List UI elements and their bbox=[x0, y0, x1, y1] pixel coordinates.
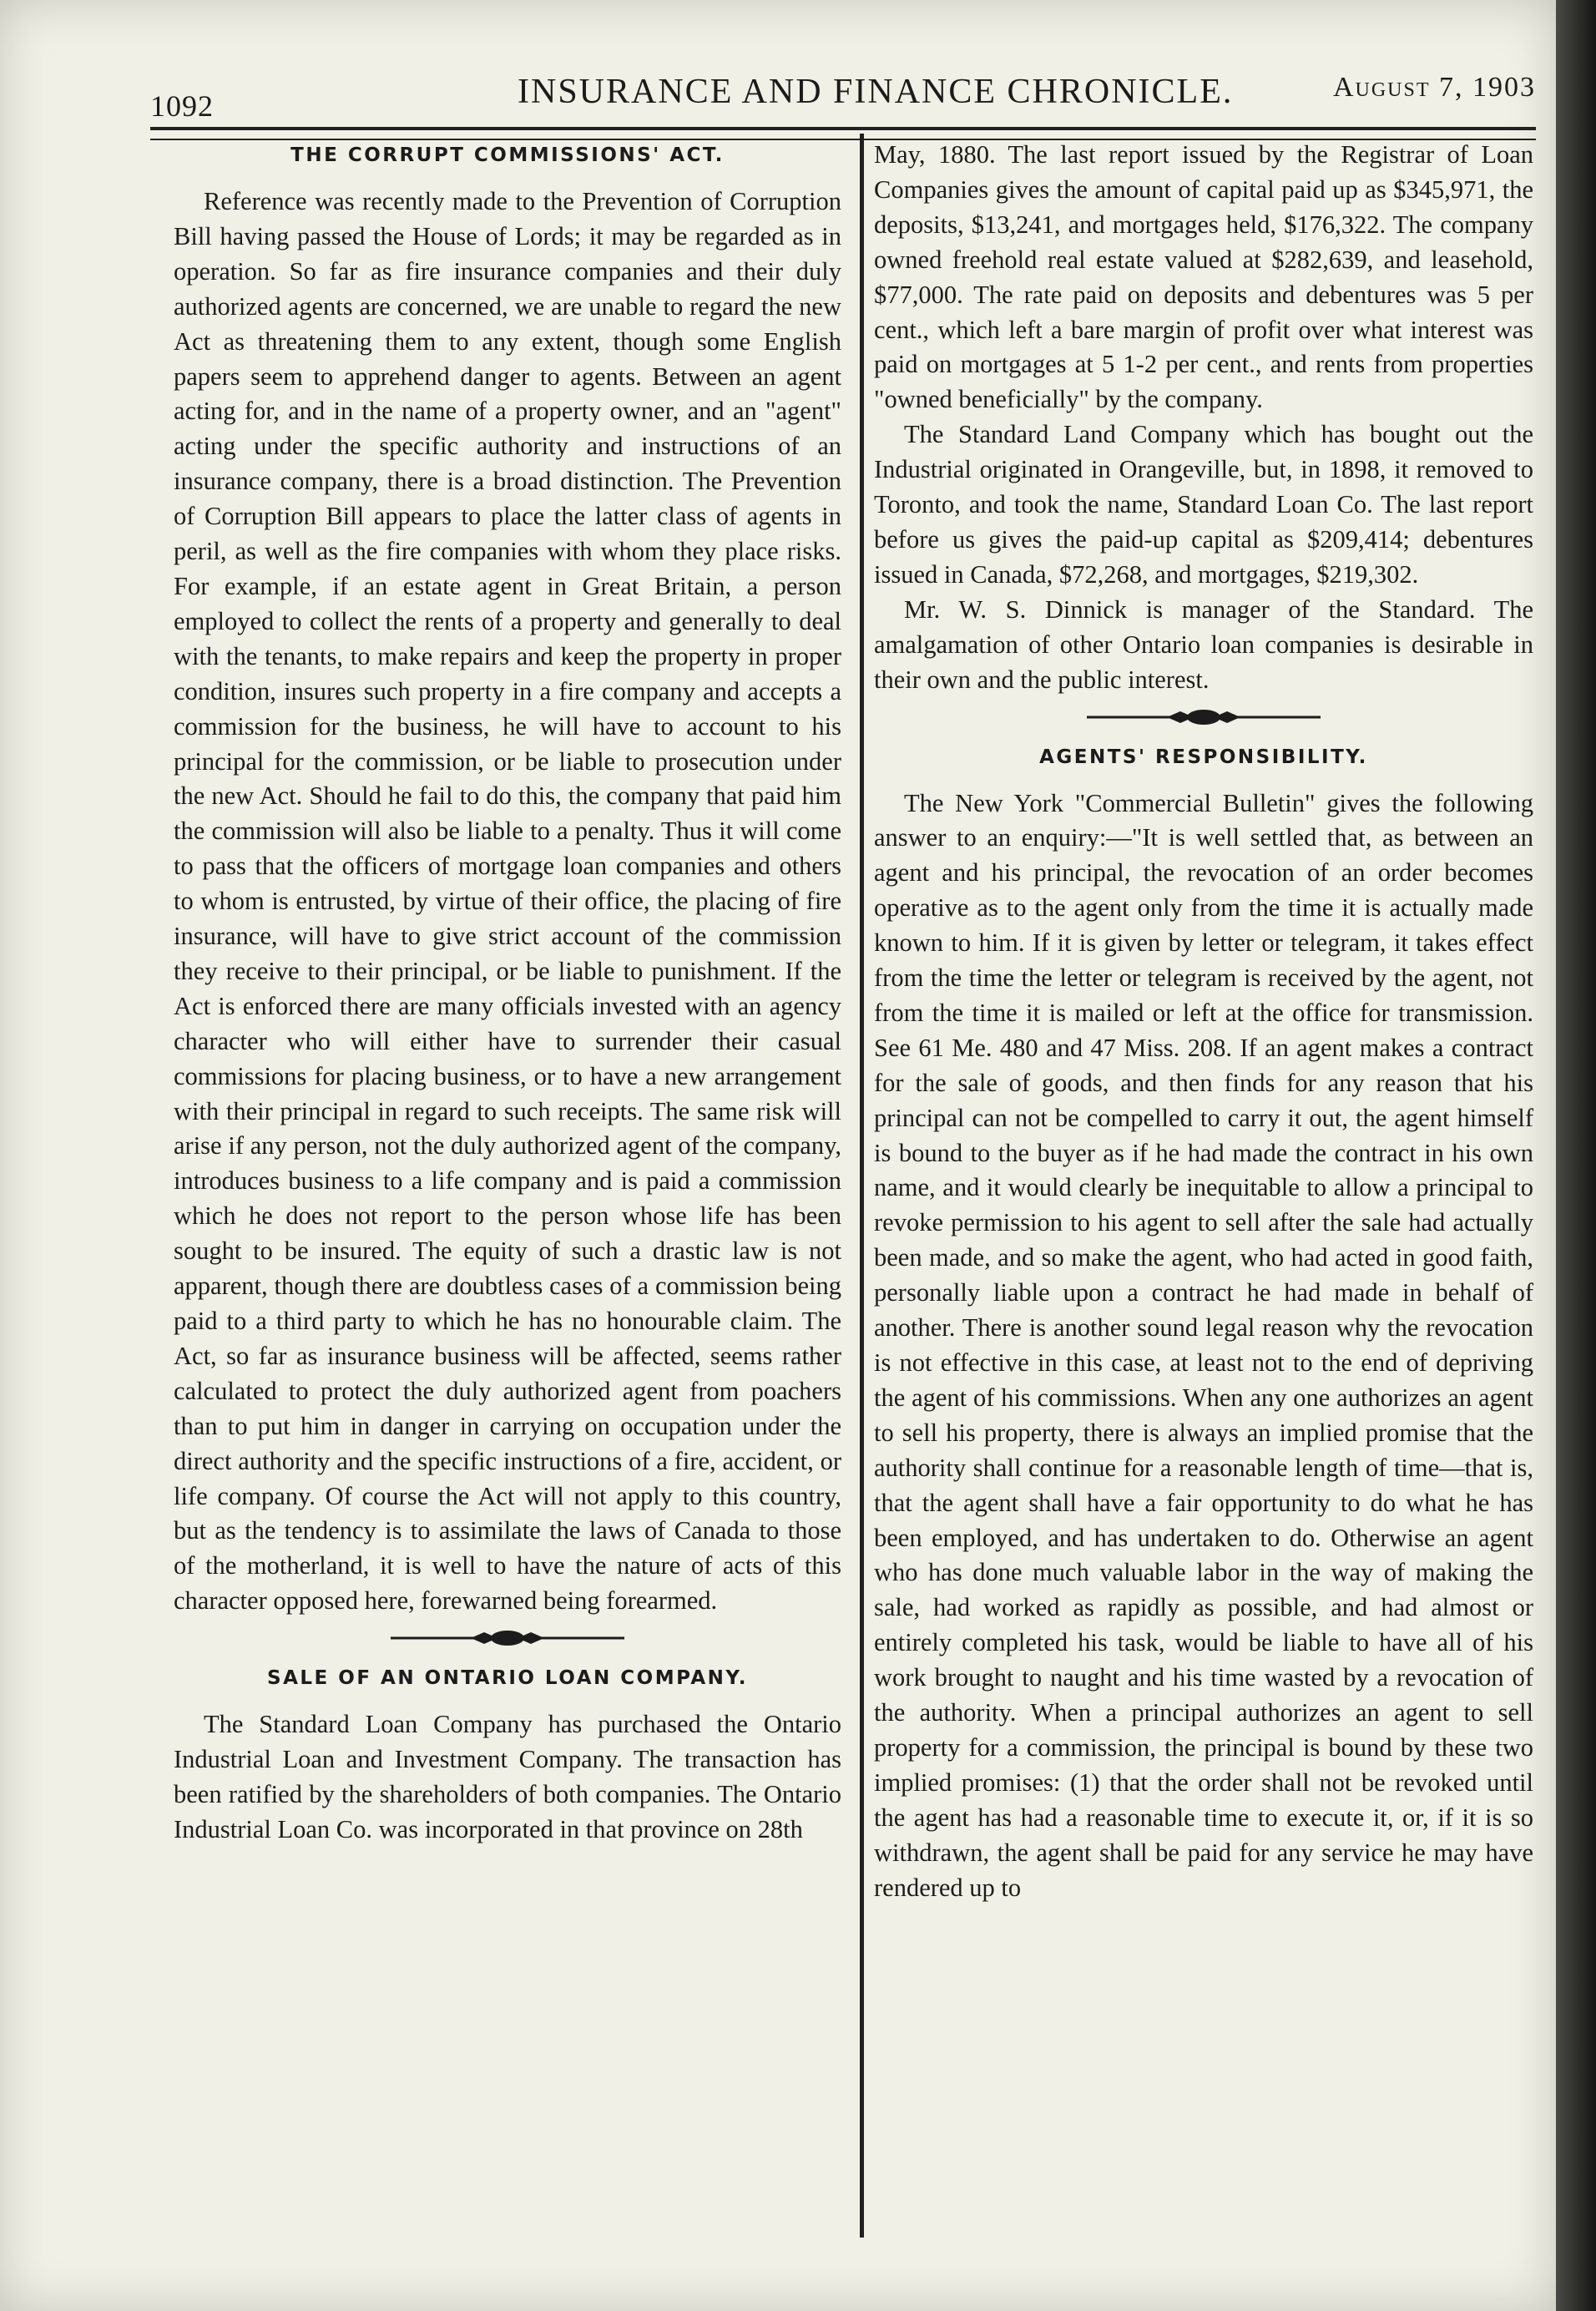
paragraph-standard-land-company: The Standard Land Company which has bought out the Industrial originated in Orangeville, but, in 1898, it removed to Toronto, and took the name, Standard Loan Co. The last report before us gives the paid-up capital as $209,414; debentures issued in Canada, $72,268, and mortgages, $219,302. bbox=[874, 420, 1533, 589]
article-body-corrupt-commissions: Reference was recently made to the Prevention of Corruption Bill having passed the House of Lords; it may be regarded as in operation. So far as fire insurance companies and their duly authorized agents are concerned, we are unable to regard the new Act as threatening them to any extent, though some English papers seem to apprehend danger to agents. Between an agent acting for, and in the name of a property owner, and an "agent" acting under the specific authority and instructions of an insurance company, there is a broad distinction. The Prevention of Corruption Bill appears to place the latter class of agents in peril, as well as the fire companies with whom they place risks. For example, if an estate agent in Great Britain, a person employed to collect the rents of a property and generally to deal with the tenants, to make repairs and keep the property in proper condition, insures such property in a fire company and accepts a commission for the business, he will have to account to his principal for the commission, or be liable to prosecution under the new Act. Should he fail to do this, the company that paid him the commission will also be liable to a penalty. Thus it will come to pass that the officers of mortgage loan companies and others to whom is entrusted, by virtue of their office, the placing of fire insurance, will have to give strict account of the commission they receive to their principal, or be liable to punishment. If the Act is enforced there are many officials invested with an agency character who will either have to surrender their casual commissions for placing business, or to have a new arrangement with their principal in regard to such receipts. The same risk will arise if any person, not the duly authorized agent of the company, introduces business to a life company and is paid a commission which he does not report to the person whose life has been sought to be insured. The equity of such a drastic law is not apparent, though there are doubtless cases of a commission being paid to a third party to which he has no honourable claim. The Act, so far as insurance business will be affected, seems rather calculated to protect the duly authorized agent from poachers than to put him in danger in carrying on occupation under the direct authority and the specific instructions of a fire, accident, or life company. Of course the Act will not apply to this country, but as the tendency is to assimilate the laws of Canada to those of the motherland, it is well to have the nature of acts of this character opposed here, forewarned being forearmed. bbox=[174, 187, 841, 1616]
article-body-ontario-loan-continued: May, 1880. The last report issued by the Registrar of Loan Companies gives the amount of capital paid up as $345,971, the deposits, $13,241, and mortgages held, $176,322. The company owned freehold real estate valued at $282,639, and leasehold, $77,000. The rate paid on deposits and debentures was 5 per cent., which left a bare margin of profit over what interest was paid on mortgages at 5 1-2 per cent., and rents from properties "owned beneficially" by the company. bbox=[874, 140, 1533, 414]
journal-title: INSURANCE AND FINANCE CHRONICLE. bbox=[518, 73, 1234, 111]
column-divider bbox=[860, 134, 864, 2238]
article-body-ontario-loan: The Standard Loan Company has purchased the Ontario Industrial Loan and Investment Company. The transaction has been ratified by the shareholders of both companies. The Ontario Industrial Loan Co. was incorporated in that province on 28th bbox=[174, 1710, 841, 1843]
dark-page-edge bbox=[1556, 0, 1596, 2311]
ornament-divider-icon bbox=[1087, 706, 1321, 728]
ornament-divider-icon bbox=[391, 1627, 624, 1649]
paragraph-dinnick-manager: Mr. W. S. Dinnick is manager of the Standard. The amalgamation of other Ontario loan companies is desirable in their own and the public interest. bbox=[874, 594, 1533, 694]
article-heading-ontario-loan: SALE OF AN ONTARIO LOAN COMPANY. bbox=[267, 1667, 748, 1690]
left-column bbox=[174, 138, 841, 1848]
article-body-agents-responsibility: The New York "Commercial Bulletin" gives the following answer to an enquiry:—"It is well settled that, as between an agent and his principal, the revocation of an order becomes operative as to the agent only from the time it is actually made known to him. If it is given by letter or telegram, it takes effect from the time the letter or telegram is received by the agent, not from the time it is mailed or left at the office for transmission. See 61 Me. 480 and 47 Miss. 208. If an agent makes a contract for the sale of goods, and then finds for any reason that his principal can not be compelled to carry it out, the agent himself is bound to the buyer as if he had made the contract in his own name, and it would clearly be inequitable to allow a principal to revoke permission to his agent to sell after the sale had actually been made, and so make the agent, who had acted in good faith, personally liable upon a contract he had made in behalf of another. There is another sound legal reason why the revocation is not effective in this case, at least not to the end of depriving the agent of his commissions. When any one authorizes an agent to sell his property, there is always an implied promise that the authority shall continue for a reasonable length of time—that is, that the agent shall have a fair opportunity to do what he has been employed, and has undertaken to do. Otherwise an agent who has done much valuable labor in the way of making the sale, had worked as rapidly as possible, and had almost or entirely completed his task, would be liable to have all of his work brought to naught and his time wasted by a revocation of the authority. When a principal authorizes an agent to sell property for a commission, the principal is bound by these two implied promises: (1) that the order shall not be revoked until the agent has had a reasonable time to execute it, or, if it is so withdrawn, the agent shall be paid for any service he may have rendered up to bbox=[874, 788, 1533, 1902]
article-heading-corrupt-commissions: THE CORRUPT COMMISSIONS' ACT. bbox=[290, 144, 725, 166]
article-heading-agents-responsibility: AGENTS' RESPONSIBILITY. bbox=[1039, 746, 1368, 768]
issue-date: August 7, 1903 bbox=[1332, 72, 1536, 103]
page-header bbox=[150, 72, 1536, 122]
right-column bbox=[874, 138, 1533, 1906]
page-number: 1092 bbox=[150, 89, 214, 123]
